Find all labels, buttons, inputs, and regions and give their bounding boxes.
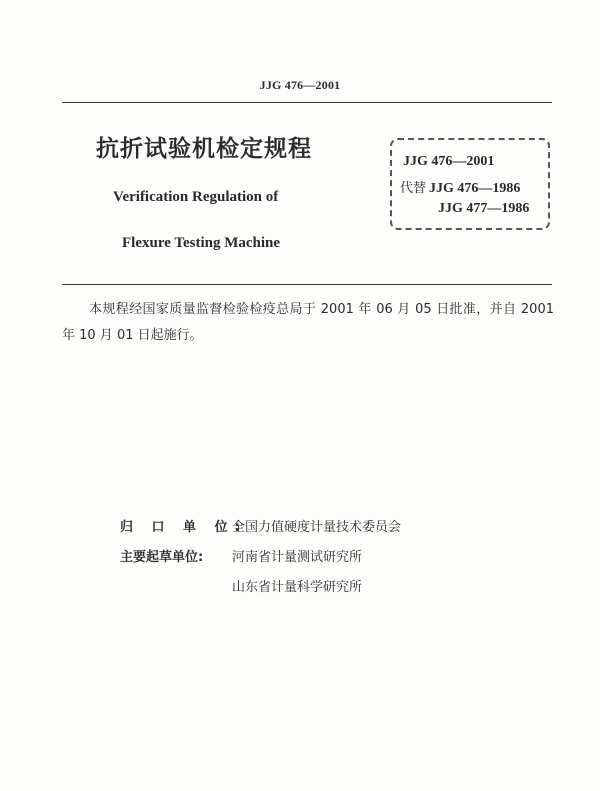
drafting-unit-value-2: 山东省计量科学研究所: [232, 580, 363, 595]
drafting-unit-value-1: 河南省计量测试研究所: [232, 550, 363, 565]
drafting-unit-label: 主要起草单位:: [120, 550, 204, 565]
title-chinese: 抗折试验机检定规程: [96, 136, 312, 162]
replace-label: 代替: [400, 181, 427, 196]
header-code: JJG 476—2001: [259, 78, 341, 92]
title-english-line1: Verification Regulation of: [113, 189, 279, 205]
approval-paragraph: 本规程经国家质量监督检验检疫总局于 2001 年 06 月 05 日批准，并自 2001 年 10 月 01 日起施行。: [62, 302, 554, 343]
responsible-unit-label: 归 口 单 位:: [120, 520, 247, 535]
responsible-unit-value: 全国力值硬度计量技术委员会: [232, 520, 402, 535]
bottom-rule: [62, 284, 552, 285]
code-box-replaced-1: JJG 476—1986: [429, 181, 521, 196]
code-box-replaces-row: [400, 177, 520, 197]
top-rule: [62, 102, 552, 103]
title-english-line2: Flexure Testing Machine: [122, 235, 281, 251]
code-box-replaced-2: JJG 477—1986: [438, 201, 530, 216]
code-box-current: JJG 476—2001: [403, 154, 495, 169]
